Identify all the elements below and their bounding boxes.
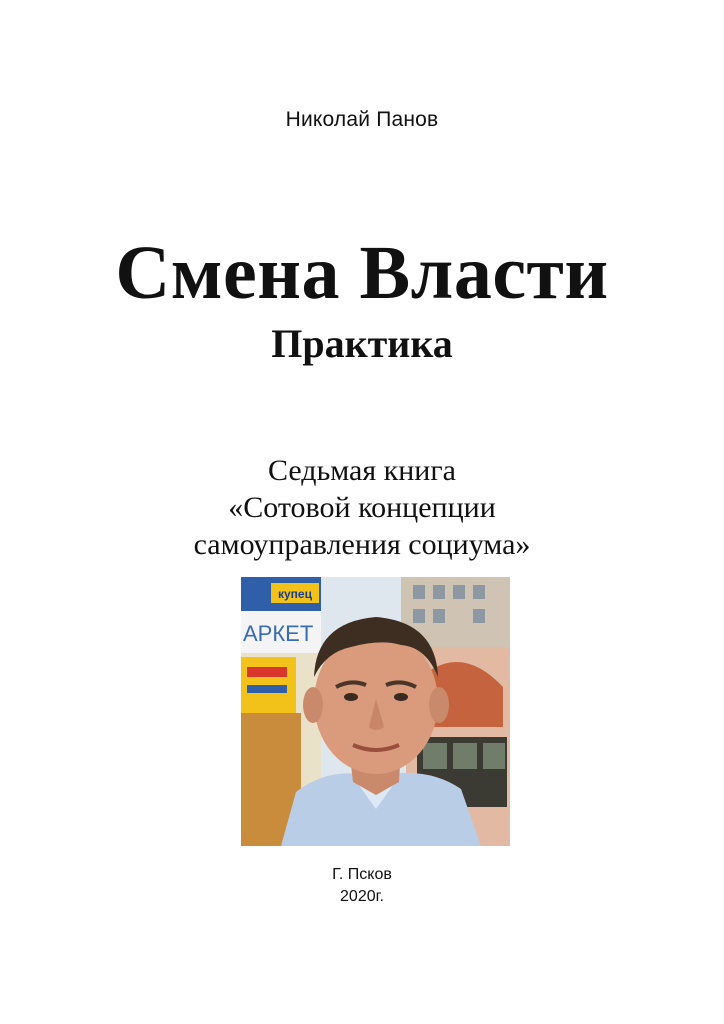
author-photo (241, 577, 510, 846)
publication-city: Г. Псков (332, 866, 392, 883)
publication-info (0, 864, 724, 908)
series-line: самоуправления социума» (193, 528, 531, 561)
series-description (0, 452, 724, 563)
series-line: Седьмая книга (268, 454, 456, 487)
shop-sign-side-text: АРКЕТ (243, 621, 314, 646)
author-name: Николай Панов (285, 108, 439, 131)
author-photo-illustration (241, 577, 510, 846)
shop-sign-text: купец (278, 587, 312, 601)
book-title: Смена Власти (115, 231, 609, 315)
series-line: «Сотовой концепции (228, 491, 496, 524)
book-subtitle: Практика (271, 321, 453, 366)
publication-year: 2020г. (340, 888, 384, 905)
